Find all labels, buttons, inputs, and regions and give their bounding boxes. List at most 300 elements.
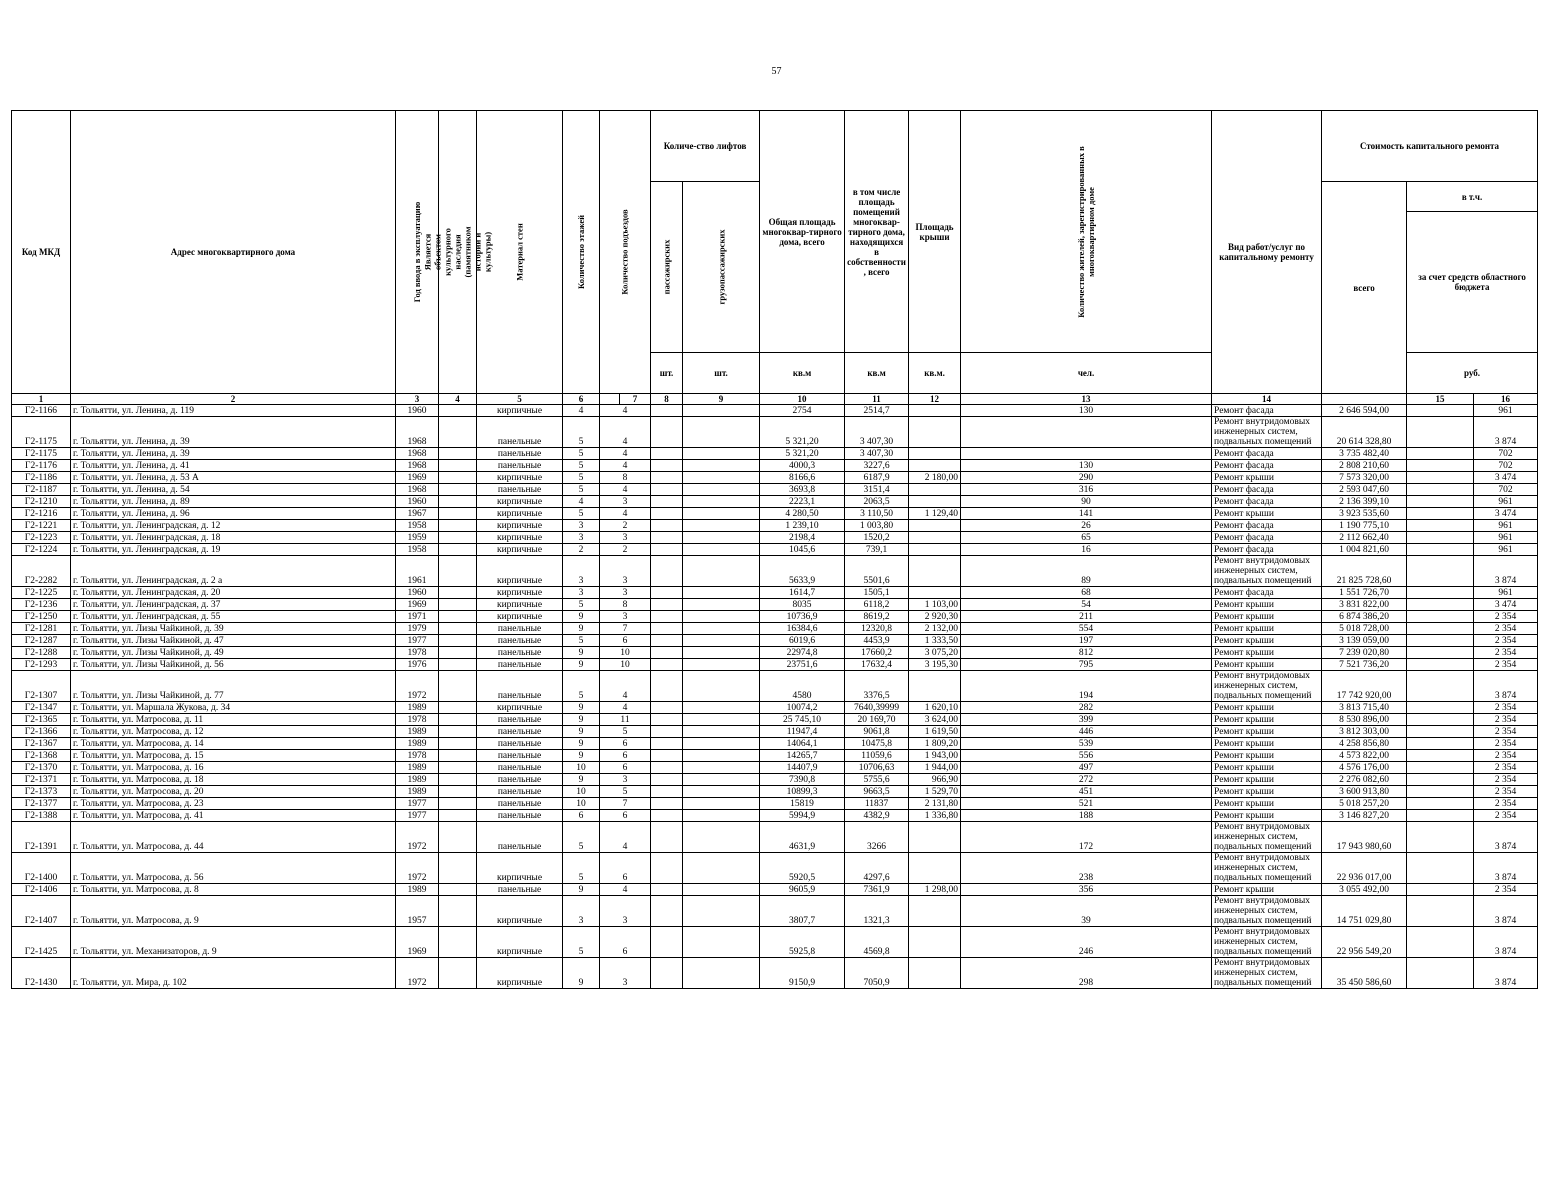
wall-material-cell: панельные [477,884,563,896]
year-cell: 1972 [396,822,439,853]
capital-repair-table-container [11,110,1537,989]
floors-cell: 5 [563,508,600,520]
address-cell: г. Тольятти, ул. Матросова, д. 44 [71,822,396,853]
unit-cost-cell: 2 354 [1474,810,1538,822]
work-type-cell: Ремонт фасада [1212,484,1322,496]
entrances-cell: 5 [600,786,651,798]
col-number: 15 [1407,394,1474,405]
heritage-cell [439,460,477,472]
lifts-passenger-cell [651,884,683,896]
unit-area-owned: кв.м [845,353,909,394]
table-row [12,417,1538,448]
work-type-cell: Ремонт крыши [1212,623,1322,635]
area-total-cell: 11947,4 [760,726,845,738]
residents-cell: 141 [961,508,1212,520]
residents-cell: 539 [961,738,1212,750]
table-row [12,822,1538,853]
col-number: 4 [439,394,477,405]
area-owned-cell: 3 407,30 [845,417,909,448]
table-row [12,647,1538,659]
table-row [12,798,1538,810]
wall-material-cell: кирпичные [477,853,563,884]
unit-cost-cell: 2 354 [1474,774,1538,786]
roof-area-cell: 1 619,50 [909,726,961,738]
heritage-cell [439,417,477,448]
heritage-cell [439,599,477,611]
cost-regional-cell [1407,822,1474,853]
cost-regional-cell [1407,853,1474,884]
table-row [12,786,1538,798]
area-owned-cell: 7640,39999 [845,702,909,714]
residents-cell: 172 [961,822,1212,853]
cost-regional-cell [1407,544,1474,556]
lifts-cargo-cell [683,726,760,738]
floors-cell: 9 [563,623,600,635]
heritage-cell [439,671,477,702]
lifts-cargo-cell [683,405,760,417]
year-cell: 1971 [396,611,439,623]
table-row [12,484,1538,496]
entrances-cell: 4 [600,448,651,460]
year-cell: 1989 [396,884,439,896]
lifts-passenger-cell [651,798,683,810]
lifts-passenger-cell [651,496,683,508]
roof-area-cell: 2 180,00 [909,472,961,484]
header-work-type: Вид работ/услуг по капитальному ремонту [1212,111,1322,394]
address-cell: г. Тольятти, ул. Мира, д. 102 [71,958,396,989]
area-total-cell: 15819 [760,798,845,810]
entrances-cell: 6 [600,762,651,774]
residents-cell: 16 [961,544,1212,556]
area-owned-cell: 10475,8 [845,738,909,750]
heritage-cell [439,556,477,587]
table-row [12,750,1538,762]
table-row [12,460,1538,472]
residents-cell: 282 [961,702,1212,714]
area-owned-cell: 6118,2 [845,599,909,611]
lifts-cargo-cell [683,822,760,853]
floors-cell: 5 [563,484,600,496]
area-owned-cell: 7361,9 [845,884,909,896]
residents-cell: 39 [961,896,1212,927]
col-number [600,394,620,405]
area-owned-cell: 1505,1 [845,587,909,599]
work-type-cell: Ремонт крыши [1212,508,1322,520]
year-cell: 1957 [396,896,439,927]
header-area-owned: в том числе площадь помещений многоквар-тирного дома, находящихся в собственности , всего [845,111,909,353]
entrances-cell: 4 [600,671,651,702]
unit-cost-cell: 2 354 [1474,738,1538,750]
wall-material-cell: панельные [477,417,563,448]
work-type-cell: Ремонт внутридомовых инженерных систем, подвальных помещений [1212,822,1322,853]
lifts-passenger-cell [651,714,683,726]
area-total-cell: 7390,8 [760,774,845,786]
heritage-cell [439,496,477,508]
lifts-passenger-cell [651,520,683,532]
heritage-cell [439,623,477,635]
address-cell: г. Тольятти, ул. Матросова, д. 18 [71,774,396,786]
lifts-cargo-cell [683,623,760,635]
heritage-cell [439,702,477,714]
area-total-cell: 14265,7 [760,750,845,762]
year-cell: 1968 [396,448,439,460]
wall-material-cell: панельные [477,623,563,635]
work-type-cell: Ремонт внутридомовых инженерных систем, подвальных помещений [1212,853,1322,884]
address-cell: г. Тольятти, ул. Лизы Чайкиной, д. 47 [71,635,396,647]
entrances-cell: 7 [600,623,651,635]
year-cell: 1978 [396,750,439,762]
floors-cell: 3 [563,520,600,532]
lifts-cargo-cell [683,532,760,544]
area-owned-cell: 1 003,80 [845,520,909,532]
unit-cost-regional: руб. [1407,353,1538,394]
address-cell: г. Тольятти, ул. Лизы Чайкиной, д. 56 [71,659,396,671]
area-total-cell: 6019,6 [760,635,845,647]
cost-total-cell: 7 239 020,80 [1322,647,1407,659]
floors-cell: 3 [563,556,600,587]
cost-regional-cell [1407,484,1474,496]
cost-total-cell: 20 614 328,80 [1322,417,1407,448]
col-number: 14 [1212,394,1322,405]
header-lifts: Количе-ство лифтов [651,111,760,182]
work-type-cell: Ремонт внутридомовых инженерных систем, подвальных помещений [1212,556,1322,587]
area-owned-cell: 11837 [845,798,909,810]
area-owned-cell: 7050,9 [845,958,909,989]
residents-cell: 211 [961,611,1212,623]
header-lifts-passenger: пассажирских [651,182,683,353]
lifts-passenger-cell [651,774,683,786]
area-owned-cell: 739,1 [845,544,909,556]
residents-cell: 451 [961,786,1212,798]
area-owned-cell: 2063,5 [845,496,909,508]
area-total-cell: 5925,8 [760,927,845,958]
mkd-code-cell: Г2-1216 [12,508,71,520]
residents-cell: 290 [961,472,1212,484]
header-code: Код МКД [12,111,71,394]
lifts-passenger-cell [651,738,683,750]
cost-regional-cell [1407,927,1474,958]
residents-cell: 90 [961,496,1212,508]
floors-cell: 5 [563,599,600,611]
wall-material-cell: панельные [477,810,563,822]
mkd-code-cell: Г2-1347 [12,702,71,714]
lifts-cargo-cell [683,896,760,927]
floors-cell: 3 [563,896,600,927]
residents-cell: 812 [961,647,1212,659]
work-type-cell: Ремонт внутридомовых инженерных систем, подвальных помещений [1212,896,1322,927]
cost-regional-cell [1407,726,1474,738]
roof-area-cell: 1 298,00 [909,884,961,896]
lifts-cargo-cell [683,448,760,460]
col-number: 11 [845,394,909,405]
cost-regional-cell [1407,508,1474,520]
lifts-passenger-cell [651,896,683,927]
address-cell: г. Тольятти, ул. Механизаторов, д. 9 [71,927,396,958]
header-lifts-cargo: грузопассажирских [683,182,760,353]
lifts-passenger-cell [651,702,683,714]
roof-area-cell: 966,90 [909,774,961,786]
lifts-passenger-cell [651,448,683,460]
roof-area-cell [909,405,961,417]
mkd-code-cell: Г2-1224 [12,544,71,556]
unit-cost-cell: 3 874 [1474,417,1538,448]
area-owned-cell: 17632,4 [845,659,909,671]
year-cell: 1979 [396,623,439,635]
area-owned-cell: 3266 [845,822,909,853]
table-row [12,774,1538,786]
entrances-cell: 4 [600,822,651,853]
heritage-cell [439,958,477,989]
lifts-passenger-cell [651,647,683,659]
residents-cell: 130 [961,460,1212,472]
lifts-cargo-cell [683,884,760,896]
entrances-cell: 3 [600,774,651,786]
roof-area-cell: 1 620,10 [909,702,961,714]
area-total-cell: 10074,2 [760,702,845,714]
year-cell: 1989 [396,762,439,774]
work-type-cell: Ремонт фасада [1212,448,1322,460]
area-total-cell: 2198,4 [760,532,845,544]
col-number: 10 [760,394,845,405]
roof-area-cell: 3 075,20 [909,647,961,659]
lifts-passenger-cell [651,822,683,853]
mkd-code-cell: Г2-1368 [12,750,71,762]
area-total-cell: 9605,9 [760,884,845,896]
wall-material-cell: панельные [477,635,563,647]
floors-cell: 9 [563,884,600,896]
col-number: 16 [1474,394,1538,405]
entrances-cell: 3 [600,496,651,508]
entrances-cell: 6 [600,750,651,762]
address-cell: г. Тольятти, ул. Матросова, д. 8 [71,884,396,896]
header-address: Адрес многоквартирного дома [71,111,396,394]
lifts-passenger-cell [651,671,683,702]
lifts-cargo-cell [683,611,760,623]
roof-area-cell: 1 129,40 [909,508,961,520]
mkd-code-cell: Г2-1175 [12,448,71,460]
lifts-passenger-cell [651,927,683,958]
residents-cell: 238 [961,853,1212,884]
area-owned-cell: 1520,2 [845,532,909,544]
unit-cost-cell: 2 354 [1474,623,1538,635]
cost-total-cell: 3 146 827,20 [1322,810,1407,822]
unit-cost-cell: 2 354 [1474,647,1538,659]
work-type-cell: Ремонт фасада [1212,460,1322,472]
wall-material-cell: панельные [477,774,563,786]
lifts-passenger-cell [651,611,683,623]
unit-cost-cell: 2 354 [1474,726,1538,738]
unit-cost-cell: 2 354 [1474,786,1538,798]
lifts-cargo-cell [683,738,760,750]
unit-cost-cell: 2 354 [1474,762,1538,774]
roof-area-cell: 1 809,20 [909,738,961,750]
floors-cell: 9 [563,726,600,738]
cost-regional-cell [1407,532,1474,544]
table-row [12,659,1538,671]
entrances-cell: 6 [600,927,651,958]
year-cell: 1972 [396,958,439,989]
unit-cost-cell: 961 [1474,544,1538,556]
address-cell: г. Тольятти, ул. Ленинградская, д. 19 [71,544,396,556]
floors-cell: 10 [563,798,600,810]
area-total-cell: 9150,9 [760,958,845,989]
area-total-cell: 4631,9 [760,822,845,853]
year-cell: 1959 [396,532,439,544]
unit-cost-cell: 3 874 [1474,556,1538,587]
year-cell: 1958 [396,544,439,556]
area-total-cell: 5 321,20 [760,448,845,460]
mkd-code-cell: Г2-1288 [12,647,71,659]
mkd-code-cell: Г2-1176 [12,460,71,472]
cost-total-cell: 2 808 210,60 [1322,460,1407,472]
unit-cost-cell: 2 354 [1474,611,1538,623]
mkd-code-cell: Г2-1236 [12,599,71,611]
col-number: 3 [396,394,439,405]
entrances-cell: 11 [600,714,651,726]
heritage-cell [439,798,477,810]
unit-cost-cell: 2 354 [1474,798,1538,810]
residents-cell [961,448,1212,460]
entrances-cell: 6 [600,738,651,750]
table-row [12,884,1538,896]
lifts-cargo-cell [683,798,760,810]
lifts-passenger-cell [651,853,683,884]
wall-material-cell: панельные [477,726,563,738]
year-cell: 1960 [396,496,439,508]
unit-roof-area: кв.м. [909,353,961,394]
unit-cost-cell: 702 [1474,484,1538,496]
floors-cell: 2 [563,544,600,556]
roof-area-cell [909,460,961,472]
lifts-passenger-cell [651,405,683,417]
residents-cell: 272 [961,774,1212,786]
mkd-code-cell: Г2-1223 [12,532,71,544]
lifts-passenger-cell [651,544,683,556]
address-cell: г. Тольятти, ул. Матросова, д. 12 [71,726,396,738]
cost-regional-cell [1407,448,1474,460]
cost-total-cell: 17 742 920,00 [1322,671,1407,702]
year-cell: 1989 [396,786,439,798]
work-type-cell: Ремонт фасада [1212,405,1322,417]
cost-total-cell: 3 831 822,00 [1322,599,1407,611]
mkd-code-cell: Г2-1175 [12,417,71,448]
unit-cost-cell: 3 474 [1474,599,1538,611]
year-cell: 1969 [396,599,439,611]
wall-material-cell: панельные [477,750,563,762]
table-row [12,635,1538,647]
mkd-code-cell: Г2-2282 [12,556,71,587]
year-cell: 1969 [396,472,439,484]
header-cost: Стоимость капитального ремонта [1322,111,1538,182]
entrances-cell: 4 [600,417,651,448]
lifts-passenger-cell [651,484,683,496]
address-cell: г. Тольятти, ул. Ленина, д. 41 [71,460,396,472]
cost-total-cell: 2 136 399,10 [1322,496,1407,508]
area-total-cell: 22974,8 [760,647,845,659]
table-row [12,958,1538,989]
residents-cell: 316 [961,484,1212,496]
roof-area-cell: 2 131,80 [909,798,961,810]
wall-material-cell: панельные [477,484,563,496]
area-total-cell: 1045,6 [760,544,845,556]
lifts-passenger-cell [651,810,683,822]
cost-regional-cell [1407,611,1474,623]
year-cell: 1968 [396,460,439,472]
area-owned-cell: 4382,9 [845,810,909,822]
heritage-cell [439,853,477,884]
heritage-cell [439,714,477,726]
cost-regional-cell [1407,798,1474,810]
floors-cell: 5 [563,822,600,853]
area-total-cell: 4580 [760,671,845,702]
year-cell: 1969 [396,927,439,958]
unit-cost-cell: 961 [1474,587,1538,599]
area-owned-cell: 9663,5 [845,786,909,798]
floors-cell: 3 [563,587,600,599]
address-cell: г. Тольятти, ул. Ленина, д. 119 [71,405,396,417]
year-cell: 1989 [396,702,439,714]
roof-area-cell [909,822,961,853]
year-cell: 1968 [396,417,439,448]
header-cost-incl: в т.ч. за счет средств областного бюджета [1407,182,1538,353]
lifts-passenger-cell [651,587,683,599]
cost-regional-cell [1407,774,1474,786]
work-type-cell: Ремонт крыши [1212,635,1322,647]
wall-material-cell: кирпичные [477,958,563,989]
table-row [12,611,1538,623]
heritage-cell [439,738,477,750]
area-total-cell: 2754 [760,405,845,417]
lifts-cargo-cell [683,702,760,714]
lifts-passenger-cell [651,635,683,647]
roof-area-cell [909,417,961,448]
floors-cell: 5 [563,927,600,958]
cost-regional-cell [1407,556,1474,587]
cost-regional-cell [1407,958,1474,989]
area-owned-cell: 12320,8 [845,623,909,635]
wall-material-cell: панельные [477,659,563,671]
heritage-cell [439,726,477,738]
lifts-passenger-cell [651,786,683,798]
wall-material-cell: панельные [477,822,563,853]
mkd-code-cell: Г2-1166 [12,405,71,417]
floors-cell: 9 [563,750,600,762]
area-owned-cell: 5755,6 [845,774,909,786]
cost-total-cell: 17 943 980,60 [1322,822,1407,853]
lifts-cargo-cell [683,556,760,587]
unit-cost-cell: 961 [1474,532,1538,544]
year-cell: 1960 [396,587,439,599]
lifts-cargo-cell [683,484,760,496]
work-type-cell: Ремонт крыши [1212,659,1322,671]
floors-cell: 5 [563,671,600,702]
table-row [12,599,1538,611]
lifts-cargo-cell [683,472,760,484]
wall-material-cell: панельные [477,762,563,774]
residents-cell: 65 [961,532,1212,544]
residents-cell: 54 [961,599,1212,611]
lifts-cargo-cell [683,635,760,647]
cost-total-cell: 2 593 047,60 [1322,484,1407,496]
work-type-cell: Ремонт крыши [1212,472,1322,484]
unit-cost-cell: 3 874 [1474,853,1538,884]
address-cell: г. Тольятти, ул. Ленина, д. 96 [71,508,396,520]
area-owned-cell: 5501,6 [845,556,909,587]
work-type-cell: Ремонт крыши [1212,599,1322,611]
header-area-total: Общая площадь многоквар-тирного дома, всего [760,111,845,353]
entrances-cell: 3 [600,587,651,599]
cost-total-cell: 3 813 715,40 [1322,702,1407,714]
